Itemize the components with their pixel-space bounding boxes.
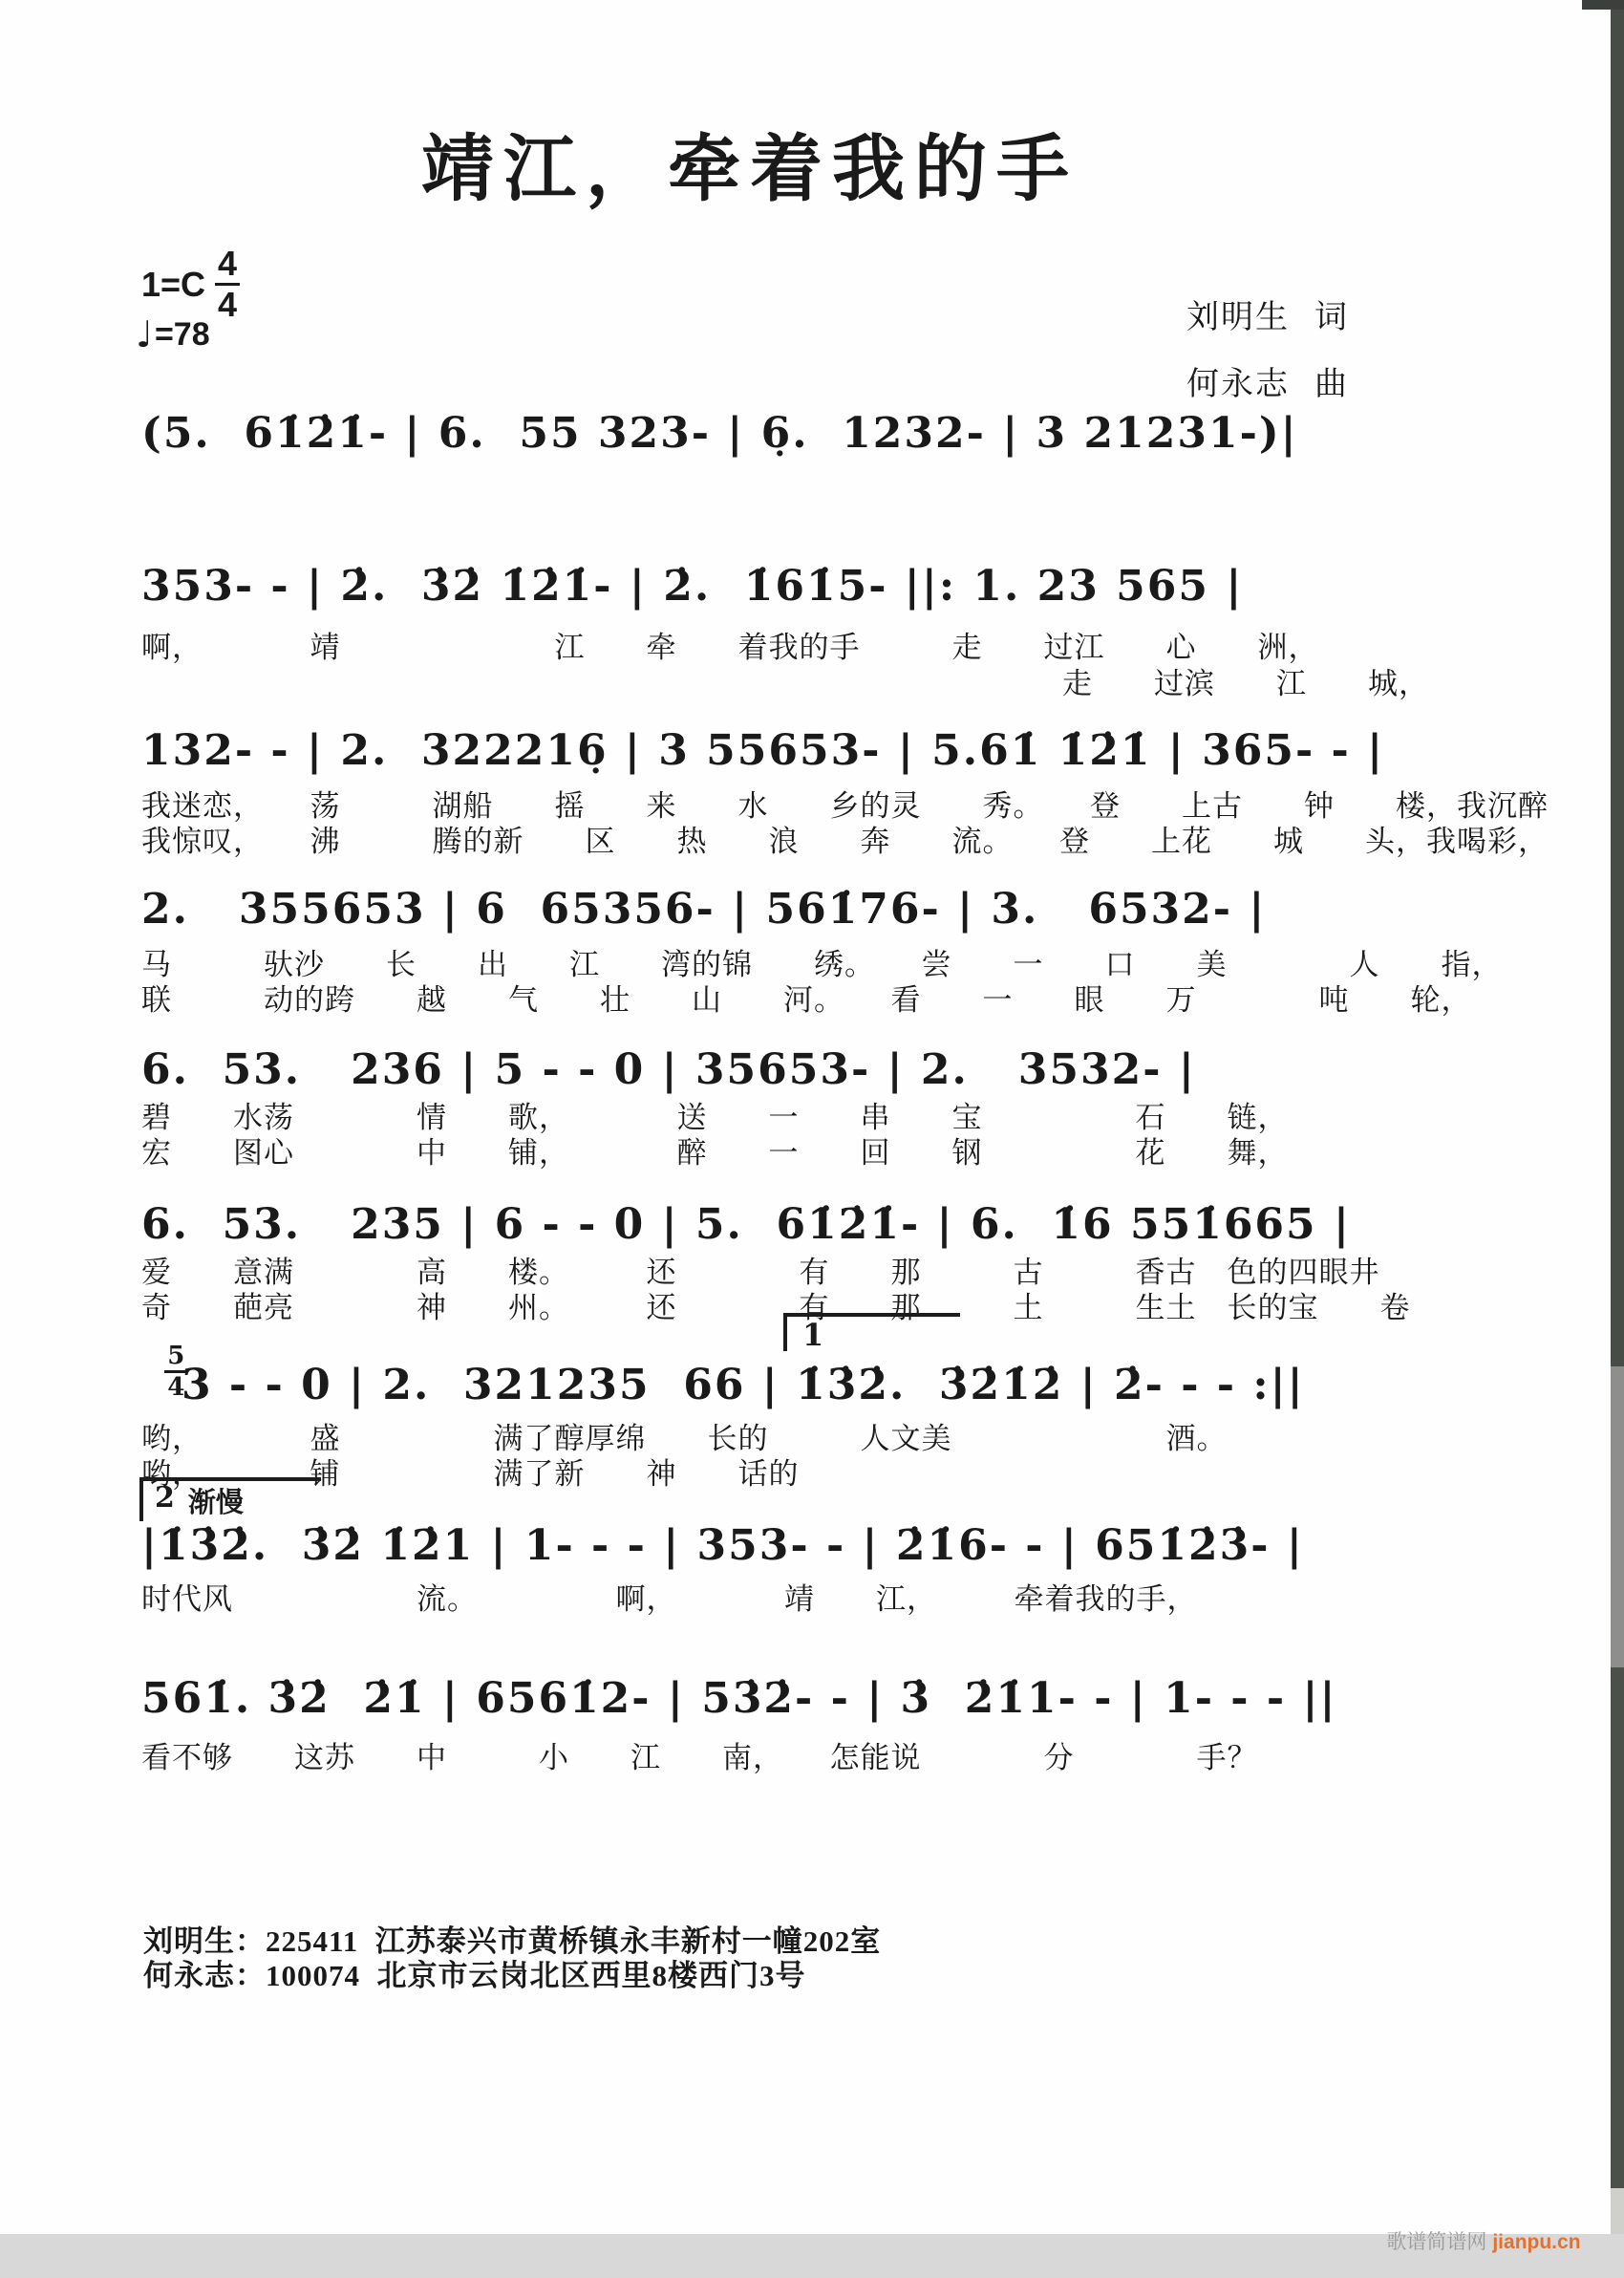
lyricist-role: 词 [1314,300,1349,335]
notation-line-6: 6. 53. 235 | 6 - - 0 | 5. 61̇2̇1̇- | 6. 1̇6 551̇665 | [141,1200,1351,1249]
key-signature-text: 1=C [141,264,206,304]
contact-lyricist: 刘明生：225411 江苏泰兴市黄桥镇永丰新村一幢202室 [143,1924,882,1958]
lyrics-line-7a: 哟， 盛 满了醇厚绵 长的 人文美 酒。 [141,1422,1228,1455]
notation-line-1: (5. 61̇2̇1̇- | 6. 55 323- | 6̣. 1232- | 3 21231-)| [141,409,1298,458]
song-title: 靖江，牵着我的手 [421,130,1079,210]
lyrics-line-6a: 爱 意满 高 楼。 还 有 那 古 香古 色的四眼井 [141,1256,1380,1289]
tempo-value: =78 [154,315,210,353]
notation-line-2: 353- - | 2̇. 3̇2̇ 1̇2̇1̇- | 2̇. 1̇61̇5- ||: 1. 23 565 | [141,562,1244,611]
notation-line-7: 3 - - 0 | 2. 321235 66 | 1̇3̇2̇. 3̇2̇1̇2̇ | 2̇- - - :|| [182,1361,1305,1409]
composer-role: 曲 [1314,367,1349,402]
scan-edge-strip [1611,1366,1624,1667]
key-signature [141,244,240,324]
tempo-instruction: 渐慢 [187,1488,244,1518]
lyrics-line-6b: 奇 葩亮 神 州。 还 有 那 土 生土 长的宝 卷 [141,1291,1411,1324]
notation-line-9: 561̇. 3̇2̇ 2̇1̇ | 6561̇2- | 53̇2̇- - | 3̇ 2̇1̇1- - | 1- - - || [141,1674,1337,1723]
lyrics-line-3b: 我惊叹， 沸 腾的新 区 热 浪 奔 流。 登 上花 城 头，我喝彩， [141,825,1549,858]
second-ending-label: 2 [155,1481,175,1515]
scan-edge-notch [1582,0,1624,10]
lyrics-line-4a: 马 驮沙 长 出 江 湾的锦 绣。 尝 一 口 美 人 指， [141,948,1503,981]
watermark-site-url: jianpu.cn [1492,2231,1581,2253]
lyrics-line-2a: 啊， 靖 江 牵 着我的手 走 过江 心 洲， [141,631,1319,664]
notation-line-8: |1̇3̇2̇. 3̇2̇ 1̇2̇1 | 1- - - | 353- - | 2̇1̇6- - | 651̇2̇3̇- | [141,1521,1304,1570]
lyrics-line-8: 时代风 流。 啊， 靖 江， 牵着我的手， [141,1582,1198,1616]
watermark-site-name: 歌谱简谱网 [1386,2231,1487,2253]
lyrics-line-3a: 我迷恋， 荡 湖船 摇 来 水 乡的灵 秀。 登 上古 钟 楼，我沉醉 [141,789,1549,823]
notation-line-5: 6. 53. 236 | 5 - - 0 | 35653- | 2. 3532- | [141,1045,1196,1094]
scan-edge-strip [1611,2188,1624,2234]
composer-name: 何永志 [1186,367,1290,402]
lyricist-name: 刘明生 [1186,300,1290,335]
contact-composer: 何永志：100074 北京市云岗北区西里8楼西门3号 [143,1959,806,1992]
lyrics-line-9: 看不够 这苏 中 小 江 南， 怎能说 分 手？ [141,1741,1258,1774]
meter-change-bottom: 4 [167,1373,185,1402]
lyrics-line-2b: 走 过滨 江 城， [1062,667,1429,700]
lyrics-line-7b: 哟， 铺 满了新 神 话的 [141,1457,800,1491]
lyrics-line-5b: 宏 图心 中 铺， 醉 一 回 钢 花 舞， [141,1136,1289,1170]
notation-line-3: 132- - | 2. 322216̣ | 3 55653- | 5.61̇ 1̇2̇1̇ | 365- - | [141,726,1385,775]
scan-edge-strip [1611,1667,1624,2188]
meter-change-top: 5 [164,1343,187,1373]
lyrics-line-4b: 联 动的跨 越 气 壮 山 河。 看 一 眼 万 吨 轮， [141,983,1472,1017]
first-ending-bracket: 1 [783,1313,960,1351]
quarter-note-icon: ♩ [136,313,153,355]
second-ending-bracket [139,1477,321,1521]
time-signature-bottom: 4 [218,285,238,324]
tempo-marking [136,313,210,355]
watermark [1364,2203,1613,2278]
notation-line-4: 2. 355653 | 6 65356- | 561̇76- | 3. 6532- | [141,885,1267,934]
lyrics-line-5a: 碧 水荡 情 歌， 送 一 串 宝 石 链， [141,1101,1289,1134]
time-signature [215,244,240,324]
scan-edge-strip [1611,0,1624,1366]
time-signature-top: 4 [215,247,240,286]
